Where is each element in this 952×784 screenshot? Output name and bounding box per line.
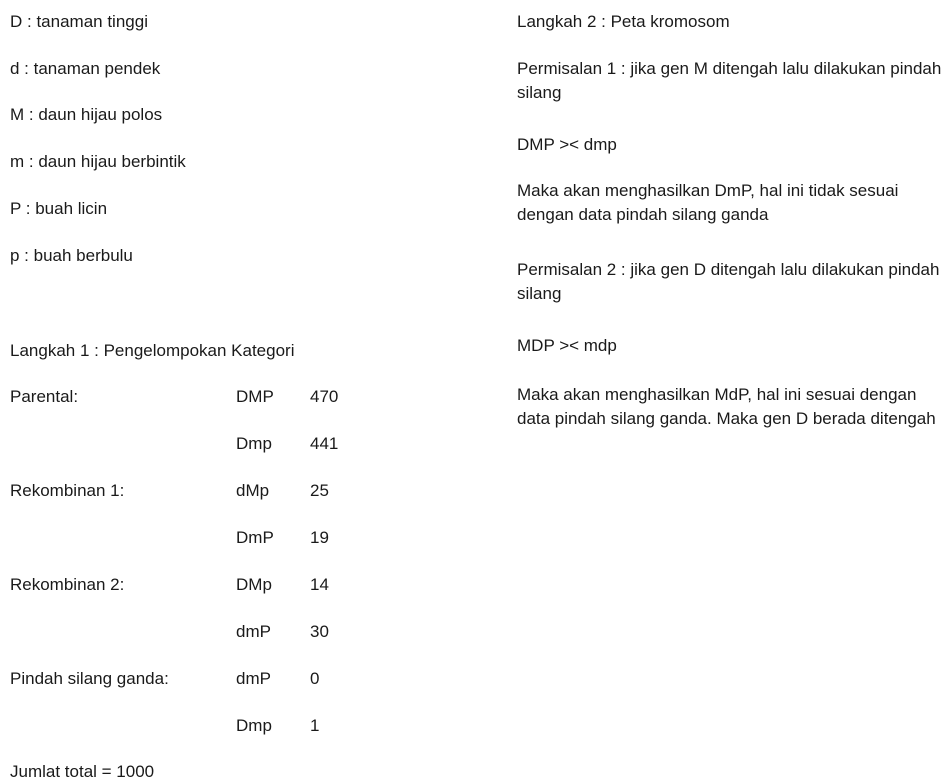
hypothesis-2: Permisalan 2 : jika gen D ditengah lalu dilakukan pindah silang (517, 260, 940, 303)
row-genotype: dMp (236, 481, 270, 500)
total-line: Jumlat total = 1000 (10, 762, 155, 781)
cross-2: MDP >< mdp (517, 336, 617, 355)
result-1: Maka akan menghasilkan DmP, hal ini tidak sesuai dengan data pindah silang ganda (517, 181, 899, 224)
row-genotype: Dmp (236, 716, 272, 735)
step1-title: Langkah 1 : Pengelompokan Kategori (10, 341, 295, 360)
row-genotype: DmP (236, 528, 274, 547)
step2-title: Langkah 2 : Peta kromosom (517, 12, 730, 31)
row-label: Parental: (10, 387, 79, 406)
legend-item: D : tanaman tinggi (10, 12, 148, 31)
row-label: Pindah silang ganda: (10, 669, 169, 688)
row-count: 14 (310, 575, 329, 594)
row-count: 25 (310, 481, 329, 500)
row-label: Rekombinan 1: (10, 481, 125, 500)
row-count: 1 (310, 716, 320, 735)
row-genotype: dmP (236, 622, 271, 641)
row-count: 0 (310, 669, 320, 688)
row-genotype: DMP (236, 387, 274, 406)
legend-item: p : buah berbulu (10, 246, 133, 265)
row-genotype: dmP (236, 669, 271, 688)
legend-item: m : daun hijau berbintik (10, 152, 186, 171)
row-genotype: DMp (236, 575, 272, 594)
legend-item: P : buah licin (10, 199, 108, 218)
row-count: 470 (310, 387, 339, 406)
legend-item: M : daun hijau polos (10, 105, 163, 124)
result-2: Maka akan menghasilkan MdP, hal ini sesuai dengan data pindah silang ganda. Maka gen D berada ditengah (517, 385, 936, 428)
hypothesis-1: Permisalan 1 : jika gen M ditengah lalu dilakukan pindah silang (517, 59, 942, 102)
row-count: 441 (310, 434, 339, 453)
row-label: Rekombinan 2: (10, 575, 125, 594)
row-genotype: Dmp (236, 434, 272, 453)
row-count: 30 (310, 622, 329, 641)
row-count: 19 (310, 528, 329, 547)
legend-item: d : tanaman pendek (10, 59, 161, 78)
cross-1: DMP >< dmp (517, 135, 617, 154)
